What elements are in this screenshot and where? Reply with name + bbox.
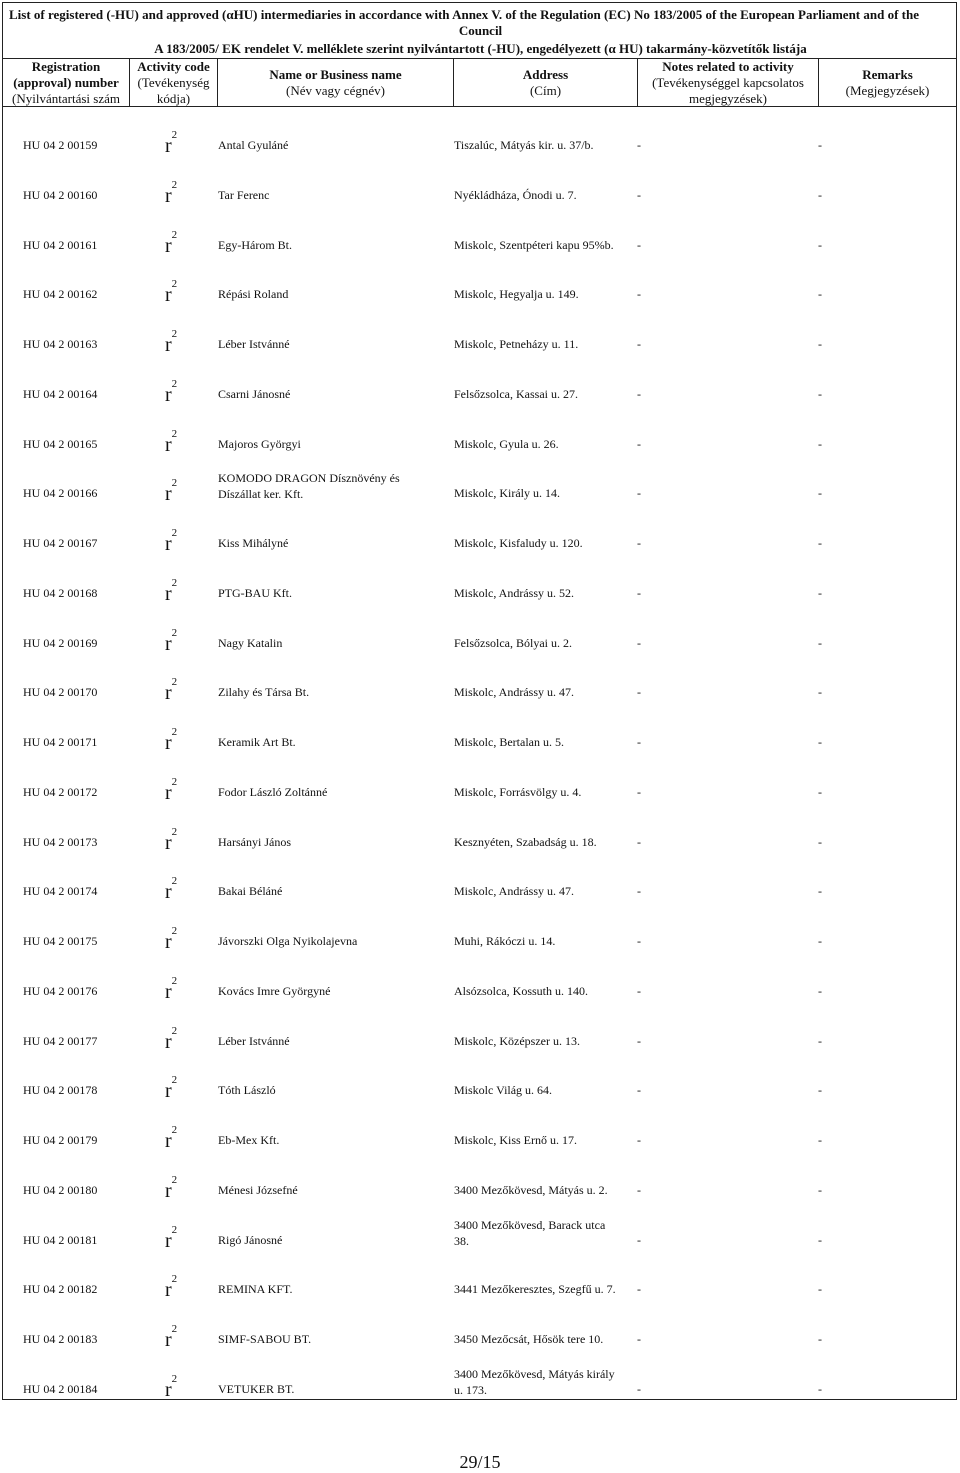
- registration-number: HU 04 2 00180: [23, 1183, 98, 1197]
- header-activity-label: Activity code: [137, 58, 210, 74]
- activity-notes: -: [637, 287, 641, 301]
- table-row: [3, 428, 956, 456]
- business-name: Bakai Béláné: [218, 884, 283, 898]
- remarks: -: [818, 785, 822, 799]
- address: Miskolc, Gyula u. 26.: [454, 437, 559, 451]
- registration-number: HU 04 2 00171: [23, 735, 98, 749]
- business-name: Harsányi János: [218, 835, 291, 849]
- table-row: [3, 1124, 956, 1152]
- table-row: [3, 229, 956, 257]
- activity-notes: -: [637, 1083, 641, 1097]
- activity-code-index: 2: [171, 1025, 178, 1038]
- activity-code-index: 2: [171, 1074, 178, 1087]
- table-row: [3, 179, 956, 207]
- remarks: -: [818, 138, 822, 152]
- registration-number: HU 04 2 00163: [23, 337, 98, 351]
- header-registration-label-2: (approval) number: [13, 74, 119, 90]
- remarks: -: [818, 636, 822, 650]
- address: Miskolc, Középszer u. 13.: [454, 1034, 580, 1048]
- activity-code-index: 2: [171, 1323, 178, 1336]
- header-notes-label: Notes related to activity: [662, 58, 794, 74]
- remarks: -: [818, 835, 822, 849]
- activity-code-letter: r: [165, 782, 172, 804]
- address: Felsőzsolca, Kassai u. 27.: [454, 387, 578, 401]
- activity-code-letter: r: [165, 235, 172, 257]
- activity-code: [165, 925, 178, 954]
- header-name-label: Name or Business name: [269, 66, 402, 82]
- address: Miskolc, Forrásvölgy u. 4.: [454, 785, 582, 799]
- activity-code-letter: r: [165, 1080, 172, 1102]
- address: Miskolc, Király u. 14.: [454, 486, 560, 500]
- activity-code-letter: r: [165, 732, 172, 754]
- registration-number: HU 04 2 00176: [23, 984, 98, 998]
- activity-code-letter: r: [165, 434, 172, 456]
- table-row: [3, 1025, 956, 1053]
- activity-notes: -: [637, 1133, 641, 1147]
- activity-code-index: 2: [171, 1273, 178, 1286]
- activity-code: [165, 1273, 178, 1302]
- activity-code-index: 2: [171, 676, 178, 689]
- business-name: Ménesi Józsefné: [218, 1183, 298, 1197]
- address: Miskolc, Andrássy u. 52.: [454, 586, 574, 600]
- activity-code: [165, 1174, 178, 1203]
- activity-code: [165, 676, 178, 705]
- remarks: -: [818, 1183, 822, 1197]
- remarks: -: [818, 1233, 822, 1247]
- activity-code-index: 2: [171, 428, 178, 441]
- registration-number: HU 04 2 00160: [23, 188, 98, 202]
- remarks: -: [818, 1382, 822, 1396]
- remarks: -: [818, 536, 822, 550]
- registration-number: HU 04 2 00162: [23, 287, 98, 301]
- registration-number: HU 04 2 00183: [23, 1332, 98, 1346]
- remarks: -: [818, 1282, 822, 1296]
- activity-notes: -: [637, 1233, 641, 1247]
- address: 3450 Mezőcsát, Hősök tere 10.: [454, 1332, 604, 1346]
- business-name: VETUKER BT.: [218, 1382, 295, 1396]
- activity-code-index: 2: [171, 229, 178, 242]
- business-name: Kiss Mihályné: [218, 536, 289, 550]
- activity-code: [165, 627, 178, 656]
- business-name-continued: Díszállat ker. Kft.: [218, 487, 304, 501]
- activity-code-index: 2: [171, 1174, 178, 1187]
- activity-notes: -: [637, 188, 641, 202]
- registration-number: HU 04 2 00167: [23, 536, 98, 550]
- registration-number: HU 04 2 00182: [23, 1282, 98, 1296]
- document-title: List of registered (-HU) and approved (αHU) intermediaries in accordance with Annex V. of the Regulation (EC) No 183/2005 of the European Parliament and of the: [9, 7, 919, 22]
- activity-notes: -: [637, 785, 641, 799]
- table-row: [3, 1273, 956, 1301]
- header-remarks: [819, 59, 956, 106]
- header-address-label: Address: [522, 66, 569, 82]
- table-row: [3, 676, 956, 704]
- remarks: -: [818, 486, 822, 500]
- activity-code-letter: r: [165, 1230, 172, 1252]
- header-address-label-hu: (Cím): [529, 82, 562, 98]
- activity-code-letter: r: [165, 682, 172, 704]
- activity-code: [165, 776, 178, 805]
- activity-code-index: 2: [171, 875, 178, 888]
- address: 3400 Mezőkövesd, Mátyás u. 2.: [454, 1183, 608, 1197]
- business-name: Jávorszki Olga Nyikolajevna: [218, 934, 358, 948]
- remarks: -: [818, 984, 822, 998]
- activity-code-letter: r: [165, 135, 172, 157]
- activity-notes: -: [637, 138, 641, 152]
- remarks: -: [818, 1133, 822, 1147]
- address: Miskolc, Petneházy u. 11.: [454, 337, 579, 351]
- activity-code-letter: r: [165, 384, 172, 406]
- activity-code-letter: r: [165, 881, 172, 903]
- business-name: SIMF-SABOU BT.: [218, 1332, 312, 1346]
- table-row: [3, 328, 956, 356]
- table-row: [3, 826, 956, 854]
- business-name: Nagy Katalin: [218, 636, 283, 650]
- activity-code-letter: r: [165, 832, 172, 854]
- activity-notes: -: [637, 536, 641, 550]
- activity-notes: -: [637, 1382, 641, 1396]
- header-notes-label-2: (Tevékenységgel kapcsolatos: [652, 74, 804, 90]
- page-number: 29/15: [459, 1452, 501, 1472]
- business-name: Kovács Imre Györgyné: [218, 984, 331, 998]
- registration-number: HU 04 2 00175: [23, 934, 98, 948]
- registration-number: HU 04 2 00170: [23, 685, 98, 699]
- header-notes: [638, 59, 818, 106]
- address: Miskolc, Bertalan u. 5.: [454, 735, 564, 749]
- activity-code-index: 2: [171, 477, 178, 490]
- header-name: [218, 59, 453, 106]
- table-row: [3, 577, 956, 605]
- address: Tiszalúc, Mátyás kir. u. 37/b.: [454, 138, 594, 152]
- registration-number: HU 04 2 00179: [23, 1133, 98, 1147]
- activity-notes: -: [637, 984, 641, 998]
- address: Miskolc, Szentpéteri kapu 95%b.: [454, 238, 614, 252]
- business-name: REMINA KFT.: [218, 1282, 293, 1296]
- business-name: Tóth László: [218, 1083, 276, 1097]
- header-registration-label-hu: (Nyilvántartási szám: [12, 90, 120, 106]
- activity-code-index: 2: [171, 776, 178, 789]
- table-row: [3, 627, 956, 655]
- activity-code: [165, 1224, 178, 1253]
- business-name: Majoros Györgyi: [218, 437, 301, 451]
- table-row: [3, 975, 956, 1003]
- activity-code-letter: r: [165, 1031, 172, 1053]
- header-registration-label: Registration: [31, 58, 101, 74]
- registration-number: HU 04 2 00165: [23, 437, 98, 451]
- address: Alsózsolca, Kossuth u. 140.: [454, 984, 588, 998]
- activity-code-index: 2: [171, 1124, 178, 1137]
- table-row: [3, 1323, 956, 1351]
- business-name: Keramik Art Bt.: [218, 735, 296, 749]
- registration-number: HU 04 2 00172: [23, 785, 98, 799]
- table-row: [3, 925, 956, 953]
- remarks: -: [818, 735, 822, 749]
- business-name: KOMODO DRAGON Dísznövény és: [218, 471, 400, 485]
- remarks: -: [818, 188, 822, 202]
- activity-notes: -: [637, 934, 641, 948]
- activity-code: [165, 278, 178, 307]
- activity-code-letter: r: [165, 533, 172, 555]
- address: 3400 Mezőkövesd, Barack utca: [454, 1218, 606, 1232]
- registration-number: HU 04 2 00159: [23, 138, 98, 152]
- business-name: Rigó Jánosné: [218, 1233, 283, 1247]
- activity-code-index: 2: [171, 129, 178, 142]
- registration-number: HU 04 2 00166: [23, 486, 98, 500]
- activity-code-letter: r: [165, 483, 172, 505]
- activity-code: [165, 1373, 178, 1402]
- activity-code: [165, 975, 178, 1004]
- remarks: -: [818, 685, 822, 699]
- activity-code: [165, 1025, 178, 1054]
- activity-notes: -: [637, 486, 641, 500]
- business-name: Tar Ferenc: [218, 188, 270, 202]
- header-registration: [3, 59, 129, 106]
- address: Muhi, Rákóczi u. 14.: [454, 934, 556, 948]
- address: 3400 Mezőkövesd, Mátyás király: [454, 1367, 615, 1381]
- remarks: -: [818, 1083, 822, 1097]
- activity-code: [165, 129, 178, 158]
- registration-number: HU 04 2 00161: [23, 238, 98, 252]
- table-row: [3, 1218, 956, 1252]
- business-name: Léber Istvánné: [218, 1034, 290, 1048]
- activity-code-letter: r: [165, 1180, 172, 1202]
- registration-number: HU 04 2 00173: [23, 835, 98, 849]
- header-activity-code: [130, 59, 217, 106]
- table-row: [3, 378, 956, 406]
- activity-code: [165, 826, 178, 855]
- activity-code-index: 2: [171, 328, 178, 341]
- activity-notes: -: [637, 685, 641, 699]
- activity-notes: -: [637, 636, 641, 650]
- activity-code-index: 2: [171, 527, 178, 540]
- activity-code: [165, 428, 178, 457]
- activity-code: [165, 577, 178, 606]
- activity-code-index: 2: [171, 925, 178, 938]
- document-title-hungarian: A 183/2005/ EK rendelet V. melléklete szerint nyilvántartott (-HU), engedélyezett (α HU) takarmány-közvetítők listája: [154, 41, 807, 56]
- activity-code: [165, 477, 178, 506]
- registration-number: HU 04 2 00169: [23, 636, 98, 650]
- business-name: Antal Gyuláné: [218, 138, 289, 152]
- business-name: Fodor László Zoltánné: [218, 785, 328, 799]
- registration-number: HU 04 2 00164: [23, 387, 98, 401]
- table-row: [3, 776, 956, 804]
- address: Kesznyéten, Szabadság u. 18.: [454, 835, 597, 849]
- remarks: -: [818, 1332, 822, 1346]
- business-name: PTG-BAU Kft.: [218, 586, 292, 600]
- remarks: -: [818, 884, 822, 898]
- activity-notes: -: [637, 884, 641, 898]
- activity-code-index: 2: [171, 577, 178, 590]
- activity-code: [165, 378, 178, 407]
- business-name: Eb-Mex Kft.: [218, 1133, 280, 1147]
- activity-code-index: 2: [171, 726, 178, 739]
- header-remarks-label: Remarks: [862, 66, 913, 82]
- activity-notes: -: [637, 1183, 641, 1197]
- activity-code-index: 2: [171, 1224, 178, 1237]
- document-title-continued: Council: [458, 23, 503, 38]
- address: Miskolc, Kisfaludy u. 120.: [454, 536, 583, 550]
- remarks: -: [818, 934, 822, 948]
- activity-code-index: 2: [171, 278, 178, 291]
- activity-notes: -: [637, 735, 641, 749]
- business-name: Répási Roland: [218, 287, 289, 301]
- remarks: -: [818, 337, 822, 351]
- activity-code: [165, 229, 178, 258]
- activity-code-letter: r: [165, 334, 172, 356]
- address: Felsőzsolca, Bólyai u. 2.: [454, 636, 572, 650]
- remarks: -: [818, 586, 822, 600]
- activity-code-letter: r: [165, 1379, 172, 1401]
- activity-notes: -: [637, 238, 641, 252]
- activity-code: [165, 875, 178, 904]
- activity-code: [165, 1074, 178, 1103]
- header-remarks-label-hu: (Megjegyzések): [845, 82, 930, 98]
- address: Miskolc, Kiss Ernő u. 17.: [454, 1133, 577, 1147]
- table-row: [3, 875, 956, 903]
- activity-code: [165, 726, 178, 755]
- remarks: -: [818, 238, 822, 252]
- header-activity-label-3: kódja): [156, 90, 191, 106]
- activity-code-letter: r: [165, 1279, 172, 1301]
- activity-code-index: 2: [171, 826, 178, 839]
- activity-notes: -: [637, 1332, 641, 1346]
- table-row: [3, 527, 956, 555]
- activity-code-letter: r: [165, 931, 172, 953]
- table-row: [3, 471, 956, 505]
- activity-code-letter: r: [165, 583, 172, 605]
- table-row: [3, 726, 956, 754]
- remarks: -: [818, 1034, 822, 1048]
- activity-notes: -: [637, 1034, 641, 1048]
- table-row: [3, 1074, 956, 1102]
- activity-code: [165, 1323, 178, 1352]
- registration-number: HU 04 2 00174: [23, 884, 98, 898]
- header-name-label-hu: (Név vagy cégnév): [286, 82, 385, 98]
- business-name: Zilahy és Társa Bt.: [218, 685, 310, 699]
- header-address: [454, 59, 637, 106]
- address: 3441 Mezőkeresztes, Szegfű u. 7.: [454, 1282, 616, 1296]
- remarks: -: [818, 437, 822, 451]
- registration-number: HU 04 2 00177: [23, 1034, 98, 1048]
- remarks: -: [818, 287, 822, 301]
- activity-code-index: 2: [171, 179, 178, 192]
- table-row: [3, 278, 956, 306]
- activity-code: [165, 527, 178, 556]
- registration-number: HU 04 2 00184: [23, 1382, 98, 1396]
- activity-code-letter: r: [165, 1329, 172, 1351]
- activity-code-letter: r: [165, 284, 172, 306]
- activity-notes: -: [637, 835, 641, 849]
- business-name: Csarni Jánosné: [218, 387, 291, 401]
- address-continued: 38.: [454, 1234, 469, 1248]
- registration-number: HU 04 2 00178: [23, 1083, 98, 1097]
- address: Miskolc Világ u. 64.: [454, 1083, 553, 1097]
- remarks: -: [818, 387, 822, 401]
- table-row: [3, 129, 956, 157]
- activity-code-letter: r: [165, 185, 172, 207]
- address-continued: u. 173.: [454, 1383, 487, 1397]
- activity-code-index: 2: [171, 378, 178, 391]
- registration-number: HU 04 2 00181: [23, 1233, 98, 1247]
- document-sheet: [2, 2, 957, 1400]
- table-row: [3, 1367, 956, 1401]
- table-header: [3, 58, 956, 107]
- address: Miskolc, Andrássy u. 47.: [454, 685, 574, 699]
- activity-notes: -: [637, 437, 641, 451]
- address: Miskolc, Hegyalja u. 149.: [454, 287, 579, 301]
- table-row: [3, 1174, 956, 1202]
- header-notes-label-3: megjegyzések): [689, 90, 767, 106]
- header-activity-label-2: (Tevékenység: [137, 74, 210, 90]
- registration-number: HU 04 2 00168: [23, 586, 98, 600]
- activity-code-letter: r: [165, 981, 172, 1003]
- activity-code-index: 2: [171, 627, 178, 640]
- activity-code-letter: r: [165, 633, 172, 655]
- activity-notes: -: [637, 1282, 641, 1296]
- activity-code: [165, 1124, 178, 1153]
- activity-code: [165, 328, 178, 357]
- address: Miskolc, Andrássy u. 47.: [454, 884, 574, 898]
- activity-notes: -: [637, 387, 641, 401]
- activity-code-index: 2: [171, 975, 178, 988]
- activity-notes: -: [637, 586, 641, 600]
- business-name: Léber Istvánné: [218, 337, 290, 351]
- activity-code-letter: r: [165, 1130, 172, 1152]
- activity-notes: -: [637, 337, 641, 351]
- activity-code-index: 2: [171, 1373, 178, 1386]
- business-name: Egy-Három Bt.: [218, 238, 292, 252]
- address: Nyékládháza, Ónodi u. 7.: [454, 188, 577, 202]
- activity-code: [165, 179, 178, 208]
